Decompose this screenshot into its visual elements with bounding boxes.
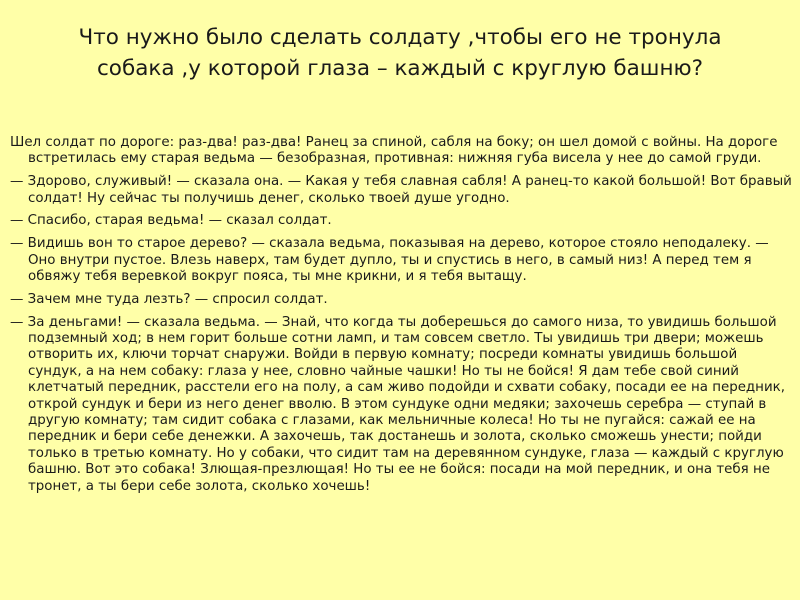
paragraph-3: — Спасибо, старая ведьма! — сказал солдат.: [10, 213, 332, 229]
story-text: [10, 135, 792, 495]
paragraph-5: — Зачем мне туда лезть? — спросил солдат.: [10, 291, 328, 307]
paragraph-2: — Здорово, служивый! — сказала она. — Какая у тебя славная сабля! А ранец-то какой большой! Вот бравый солдат! Ну сейчас ты получишь денег, сколько твоей душе угодно.: [10, 174, 792, 206]
slide-title: Что нужно было сделать солдату ,чтобы его не тронула собака ,у которой глаза – каждый с круглую башню?: [78, 25, 722, 81]
paragraph-6: — За деньгами! — сказала ведьма. — Знай, что когда ты доберешься до самого низа, то увидишь большой подземный ход; в нем горит больше сотни ламп, и там совсем светло. Ты увидишь три двери; можешь отворить их, ключи торчат снаружи. Войди в первую комнату; посреди комнаты увидишь большой сундук, а на нем собаку: глаза у нее, словно чайные чашки! Но ты не бойся! Я дам тебе свой синий клетчатый передник, расстели его на полу, а сам живо подойди и схвати собаку, посади ее на передник, открой сундук и бери из него денег вволю. В этом сундуке одни медяки; захочешь серебра — ступай в другую комнату; там сидит собака с глазами, как мельничные колеса! Но ты не пугайся: сажай ее на передник и бери себе денежки. А захочешь, так достанешь и золота, сколько сможешь унести; пойди только в третью комнату. Но у собаки, что сидит там на деревянном сундуке, глаза — каждый с круглую башню. Вот это собака! Злющая-презлющая! Но ты ее не бойся: посади на мой передник, и она тебя не тронет, а ты бери себе золота, сколько хочешь!: [10, 314, 785, 494]
paragraph-1: Шел солдат по дороге: раз-два! раз-два! Ранец за спиной, сабля на боку; он шел домой с войны. На дороге встретилась ему старая ведьма — безобразная, противная: нижняя губа висела у нее до самой груди.: [10, 135, 778, 167]
paragraph-4: — Видишь вон то старое дерево? — сказала ведьма, показывая на дерево, которое стояло неподалеку. — Оно внутри пустое. Влезь наверх, там будет дупло, ты и спустись в него, в самый низ! А перед тем я обвяжу тебя веревкой вокруг пояса, ты мне крикни, и я тебя вытащу.: [10, 236, 769, 285]
